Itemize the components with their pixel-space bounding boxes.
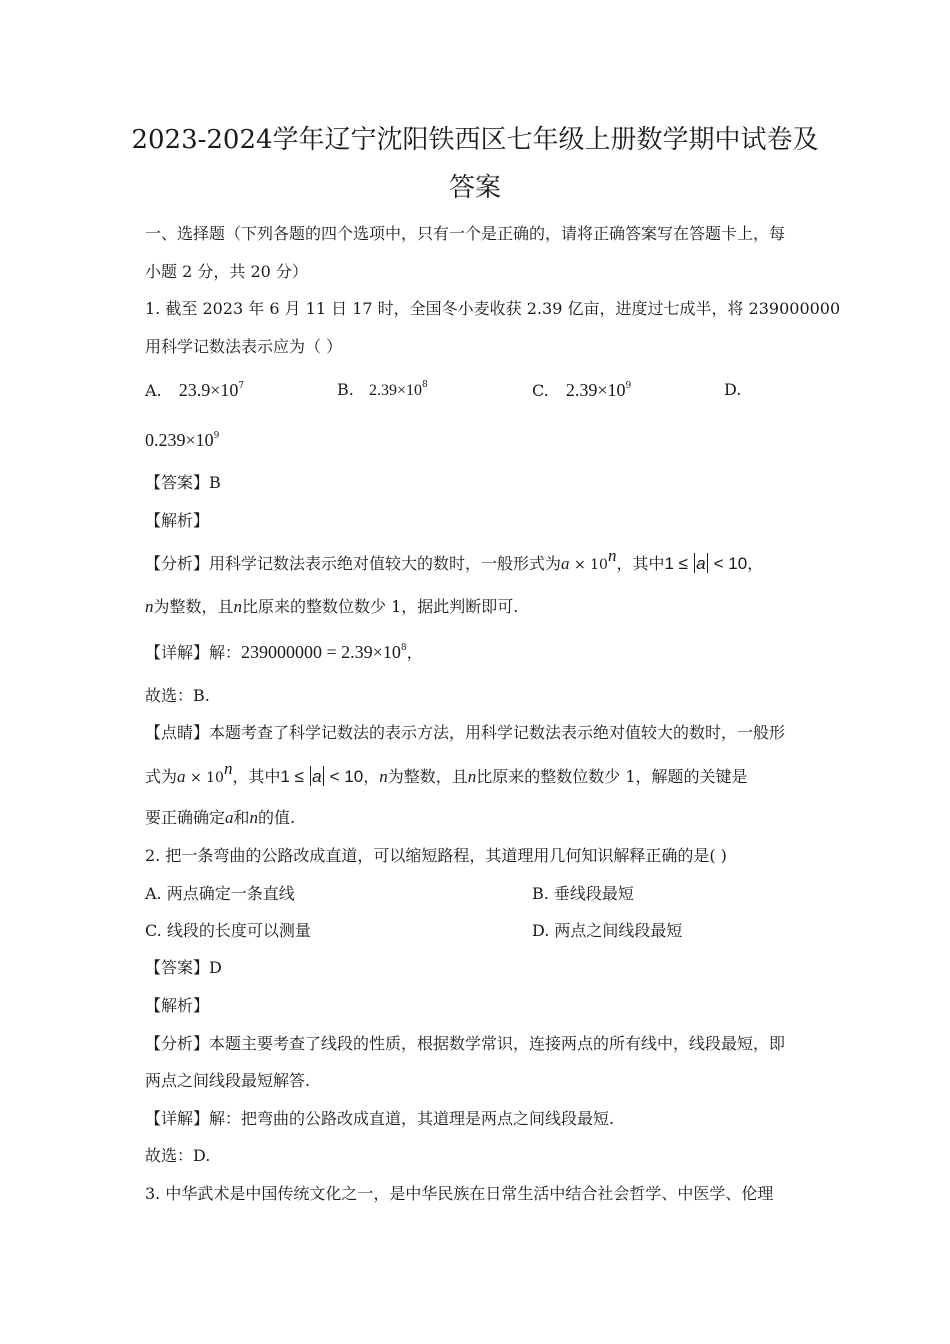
q1-detail: 【详解】解：$239000000 = 2.39\times 10^8$， bbox=[145, 642, 423, 662]
q1-option-d-value: $0.239\times 10^9$ bbox=[145, 430, 220, 450]
q2-choose: 故选：D. bbox=[145, 1146, 211, 1165]
q1-analysis-line1: 【分析】用科学记数法表示绝对值较大的数时，一般形式为$a \times 10^n$，其中1 ≤ a < 10， bbox=[145, 546, 764, 573]
q1-option-a: A. $23.9\times 10^7$ bbox=[145, 380, 245, 400]
q1-option-b: B. $2.39\times 10^8$ bbox=[337, 380, 428, 399]
q2-option-a: A. 两点确定一条直线 bbox=[145, 884, 295, 903]
q1-analysis-line2: n为整数，且n比原来的整数位数少 1，据此判断即可. bbox=[145, 597, 519, 616]
q1-comment-line1: 【点睛】本题考查了科学记数法的表示方法，用科学记数法表示绝对值较大的数时，一般形 bbox=[145, 723, 786, 742]
q1-option-d: D. bbox=[724, 380, 742, 399]
q1-comment-line2: 式为$a \times 10^n$，其中1 ≤ a < 10，n为整数，且n比原来的整数位数少 1，解题的关键是 bbox=[145, 759, 748, 786]
q2-option-b: B. 垂线段最短 bbox=[532, 884, 634, 903]
q2-jiexi: 【解析】 bbox=[145, 996, 210, 1015]
q3-stem: 3. 中华武术是中国传统文化之一，是中华民族在日常生活中结合社会哲学、中医学、伦理 bbox=[145, 1184, 774, 1203]
page-title-line2: 答案 bbox=[448, 173, 501, 203]
q1-jiexi: 【解析】 bbox=[145, 511, 210, 530]
abs-bar-right bbox=[323, 766, 324, 786]
q1-stem-line2: 用科学记数法表示应为（ ） bbox=[145, 337, 343, 356]
q1-answer: 【答案】B bbox=[145, 473, 221, 492]
q2-answer: 【答案】D bbox=[145, 958, 222, 977]
q2-option-c: C. 线段的长度可以测量 bbox=[145, 921, 311, 940]
section-heading-line1: 一、选择题（下列各题的四个选项中，只有一个是正确的，请将正确答案写在答题卡上，每 bbox=[145, 224, 786, 243]
q2-option-d: D. 两点之间线段最短 bbox=[532, 921, 683, 940]
q2-stem: 2. 把一条弯曲的公路改成直道，可以缩短路程，其道理用几何知识解释正确的是( ) bbox=[145, 846, 727, 865]
abs-bar-right bbox=[707, 553, 708, 573]
q1-stem-line1: 1. 截至 2023 年 6 月 11 日 17 时，全国冬小麦收获 2.39 亿亩，进度过七成半，将 239000000 bbox=[145, 299, 841, 318]
q1-choose: 故选：B. bbox=[145, 686, 210, 705]
abs-bar-left bbox=[694, 553, 695, 573]
q2-analysis-line2: 两点之间线段最短解答. bbox=[145, 1071, 311, 1090]
q1-comment-line3: 要正确确定a和n的值. bbox=[145, 808, 296, 827]
section-heading-line2: 小题 2 分，共 20 分） bbox=[145, 262, 308, 281]
q1-option-c: C. $2.39\times 10^9$ bbox=[532, 380, 632, 400]
abs-bar-left bbox=[310, 766, 311, 786]
q2-detail: 【详解】解：把弯曲的公路改成直道，其道理是两点之间线段最短. bbox=[145, 1109, 615, 1128]
page-title-line1: 2023-2024学年辽宁沈阳铁西区七年级上册数学期中试卷及 bbox=[131, 125, 819, 155]
q2-analysis-line1: 【分析】本题主要考查了线段的性质，根据数学常识，连接两点的所有线中，线段最短，即 bbox=[145, 1034, 786, 1053]
